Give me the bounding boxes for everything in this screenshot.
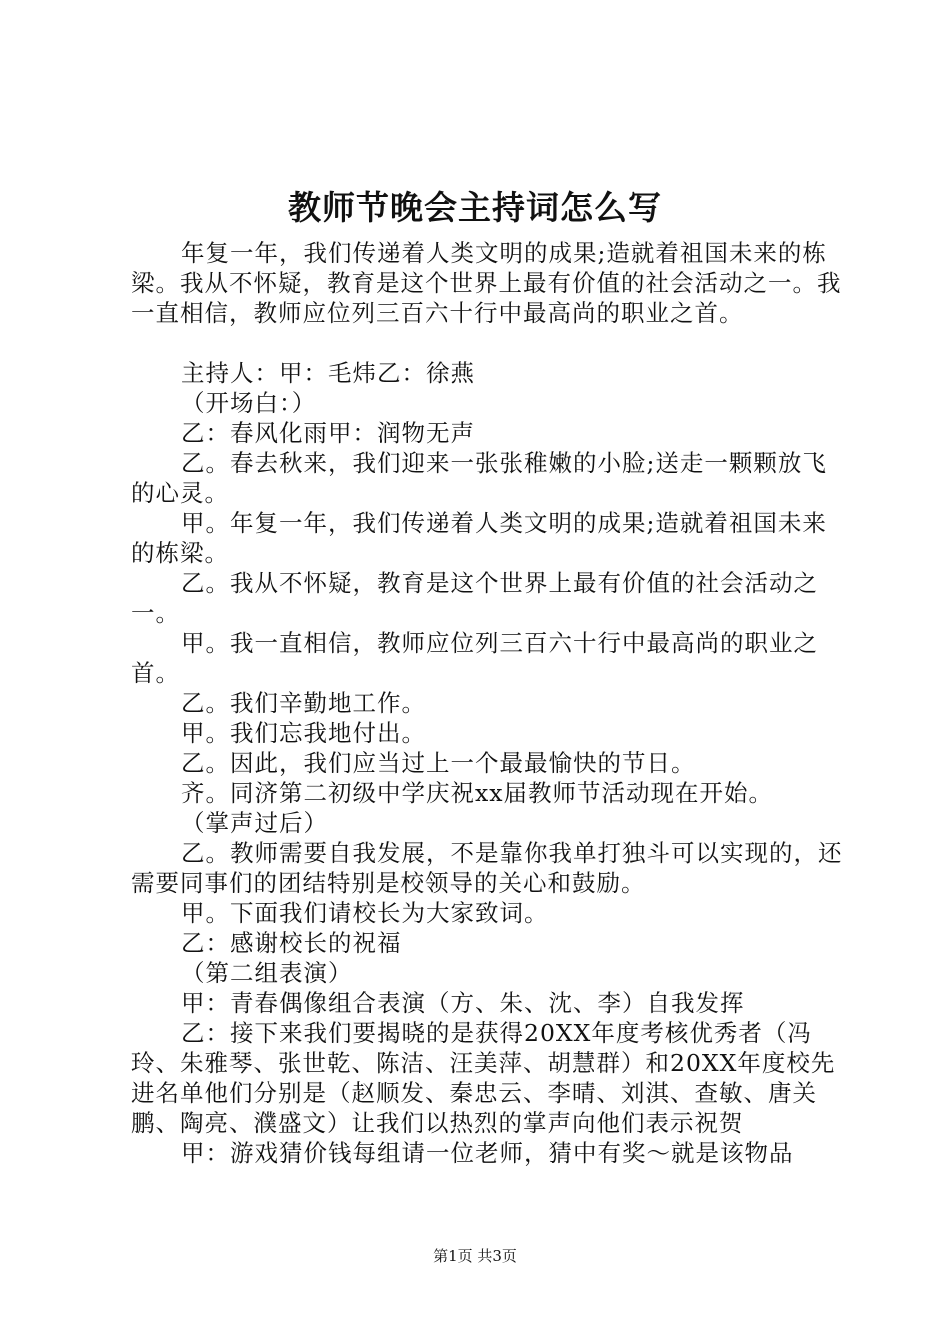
paragraph: 乙。教师需要自我发展，不是靠你我单打独斗可以实现的，还需要同事们的团结特别是校领导的关心和鼓励。 <box>131 839 843 897</box>
paragraph: 乙：感谢校长的祝福 <box>181 929 402 957</box>
paragraph: 甲。下面我们请校长为大家致词。 <box>181 899 549 927</box>
paragraph: 乙。我从不怀疑，教育是这个世界上最有价值的社会活动之一。 <box>131 569 818 627</box>
paragraph: 乙。因此，我们应当过上一个最最愉快的节日。 <box>181 749 696 777</box>
page-number-footer: 第1页 共3页 <box>433 1247 517 1265</box>
paragraph: 乙：春风化雨甲：润物无声 <box>181 419 475 447</box>
paragraph: 甲：游戏猜价钱每组请一位老师，猜中有奖～就是该物品 <box>181 1139 794 1167</box>
intro-paragraph: 年复一年，我们传递着人类文明的成果;造就着祖国未来的栋梁。我从不怀疑，教育是这个世界上最有价值的社会活动之一。我一直相信，教师应位列三百六十行中最高尚的职业之首。 <box>131 239 842 327</box>
paragraph: 乙。春去秋来，我们迎来一张张稚嫩的小脸;送走一颗颗放飞的心灵。 <box>131 449 827 507</box>
paragraph: （第二组表演） <box>181 959 353 987</box>
paragraph: 甲。年复一年，我们传递着人类文明的成果;造就着祖国未来的栋梁。 <box>131 509 827 567</box>
paragraph: 乙。我们辛勤地工作。 <box>181 689 426 717</box>
paragraph: 甲。我一直相信，教师应位列三百六十行中最高尚的职业之首。 <box>131 629 818 687</box>
paragraph: 甲：青春偶像组合表演（方、朱、沈、李）自我发挥 <box>181 989 745 1017</box>
paragraph: 乙：接下来我们要揭晓的是获得20XX年度考核优秀者（冯玲、朱雅琴、张世乾、陈洁、汪美萍、胡慧群）和20XX年度校先进名单他们分别是（赵顺发、秦忠云、李晴、刘淇、查敏、唐关鹏、陶亮、濮盛文）让我们以热烈的掌声向他们表示祝贺 <box>131 1019 836 1137</box>
paragraph: （掌声过后） <box>181 809 328 837</box>
document-body <box>131 238 843 1168</box>
document-title: 教师节晚会主持词怎么写 <box>288 188 662 227</box>
paragraph: 主持人：甲：毛炜乙：徐燕 <box>181 359 475 387</box>
paragraph: 甲。我们忘我地付出。 <box>181 719 426 747</box>
paragraph: 齐。同济第二初级中学庆祝xx届教师节活动现在开始。 <box>181 779 774 807</box>
paragraph: （开场白：） <box>181 389 317 417</box>
